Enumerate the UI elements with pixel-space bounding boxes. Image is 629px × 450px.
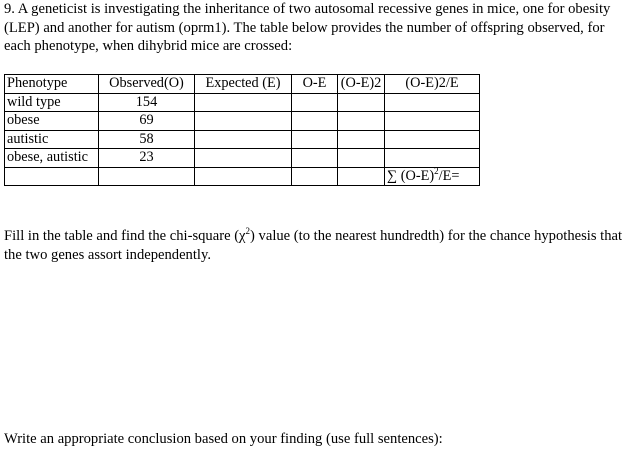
total-expected-cell[interactable] xyxy=(195,167,292,186)
total-observed-cell[interactable] xyxy=(99,167,195,186)
o-minus-e-cell[interactable] xyxy=(292,149,338,168)
phenotype-cell: wild type xyxy=(5,93,99,112)
phenotype-cell: obese, autistic xyxy=(5,149,99,168)
table-total-row xyxy=(5,167,480,186)
chi-term-cell[interactable] xyxy=(385,130,480,149)
o-minus-e-cell[interactable] xyxy=(292,130,338,149)
conclusion-prompt: Write an appropriate conclusion based on your finding (use full sentences): xyxy=(4,431,443,447)
expected-cell[interactable] xyxy=(195,93,292,112)
table-row xyxy=(5,112,480,131)
question-text: 9. A geneticist is investigating the inheritance of two autosomal recessive genes in mice, one for obesity (LEP) and another for autism (oprm1). The table below provides the number of offspring observed, for each phenotype, when dihybrid mice are crossed: xyxy=(4,1,611,54)
o-minus-e-squared-cell[interactable] xyxy=(338,149,385,168)
observed-cell: 58 xyxy=(99,130,195,149)
phenotype-cell: obese xyxy=(5,112,99,131)
total-o-minus-e-squared-cell[interactable] xyxy=(338,167,385,186)
observed-cell: 23 xyxy=(99,149,195,168)
o-minus-e-squared-cell[interactable] xyxy=(338,93,385,112)
chi-term-cell[interactable] xyxy=(385,149,480,168)
table-row xyxy=(5,93,480,112)
chi-square-sum-cell[interactable] xyxy=(385,167,480,186)
chi-term-cell[interactable] xyxy=(385,112,480,131)
o-minus-e-cell[interactable] xyxy=(292,112,338,131)
expected-cell[interactable] xyxy=(195,130,292,149)
header-o-minus-e-squared-over-e: (O-E)2/E xyxy=(385,75,480,94)
header-phenotype: Phenotype xyxy=(5,75,99,94)
sum-label xyxy=(387,168,459,184)
total-blank-cell xyxy=(5,167,99,186)
chi-square-table xyxy=(4,74,480,186)
header-expected: Expected (E) xyxy=(195,75,292,94)
header-o-minus-e-squared: (O-E)2 xyxy=(338,75,385,94)
expected-cell[interactable] xyxy=(195,112,292,131)
fill-instructions xyxy=(4,227,624,264)
phenotype-cell: autistic xyxy=(5,130,99,149)
table-row xyxy=(5,149,480,168)
o-minus-e-squared-cell[interactable] xyxy=(338,130,385,149)
fill-prefix: Fill in the table and find the chi-square (χ xyxy=(4,228,246,244)
sum-label-prefix: ∑ (O-E) xyxy=(387,168,435,184)
header-o-minus-e: O-E xyxy=(292,75,338,94)
sum-label-suffix: /E= xyxy=(438,168,460,184)
observed-cell: 154 xyxy=(99,93,195,112)
header-observed: Observed(O) xyxy=(99,75,195,94)
observed-cell: 69 xyxy=(99,112,195,131)
o-minus-e-cell[interactable] xyxy=(292,93,338,112)
sum-label-exponent: 2 xyxy=(434,166,439,177)
fill-suffix: ) value (to the nearest hundredth) for the chance hypothesis that the two genes assort independently. xyxy=(4,228,623,263)
chi-square-exponent: 2 xyxy=(245,226,251,237)
expected-cell[interactable] xyxy=(195,149,292,168)
total-o-minus-e-cell[interactable] xyxy=(292,167,338,186)
o-minus-e-squared-cell[interactable] xyxy=(338,112,385,131)
table-row xyxy=(5,130,480,149)
chi-term-cell[interactable] xyxy=(385,93,480,112)
table-header-row xyxy=(5,75,480,94)
